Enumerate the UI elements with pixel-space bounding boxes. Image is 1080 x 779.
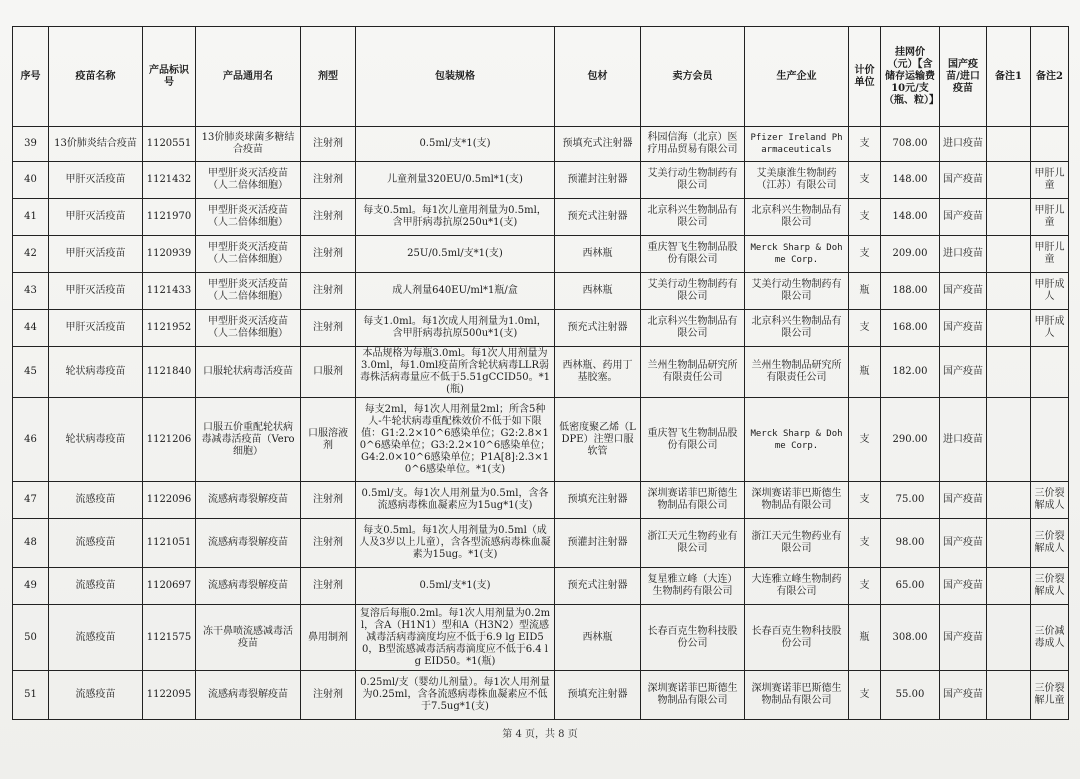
- table-row: [13, 273, 1069, 310]
- cell-vaccine-name: 流感疫苗: [49, 671, 143, 720]
- cell-vaccine-name: 流感疫苗: [49, 482, 143, 519]
- cell-seller: 北京科兴生物制品有限公司: [641, 310, 745, 347]
- cell-product-code: 1121970: [143, 199, 196, 236]
- table-row: [13, 568, 1069, 605]
- cell-unit: 支: [849, 236, 881, 273]
- cell-origin: 进口疫苗: [940, 127, 987, 162]
- table-row: [13, 482, 1069, 519]
- cell-vaccine-name: 流感疫苗: [49, 568, 143, 605]
- cell-note1: [987, 127, 1031, 162]
- cell-package-spec: 复溶后每瓶0.2ml。每1次人用剂量为0.2ml，含A（H1N1）型和A（H3N2）型流感减毒活病毒滴度均应不低于6.9 lg EID50，B型流感减毒活病毒滴度应不低于6.4 lg EID50。*1(瓶): [356, 605, 555, 671]
- cell-price: 188.00: [881, 273, 940, 310]
- cell-origin: 国产疫苗: [940, 199, 987, 236]
- cell-packaging-material: 预填充注射器: [555, 671, 641, 720]
- cell-manufacturer: 艾美行动生物制药有限公司: [745, 273, 849, 310]
- cell-generic-name: 口服轮状病毒活疫苗: [196, 347, 301, 398]
- cell-origin: 进口疫苗: [940, 236, 987, 273]
- cell-product-code: 1121206: [143, 398, 196, 482]
- cell-price: 98.00: [881, 519, 940, 568]
- cell-generic-name: 甲型肝炎灭活疫苗（人二倍体细胞）: [196, 236, 301, 273]
- cell-manufacturer: Merck Sharp & Dohme Corp.: [745, 398, 849, 482]
- cell-note2: 甲肝成人: [1031, 310, 1069, 347]
- cell-note1: [987, 310, 1031, 347]
- header-product-code: 产品标识号: [143, 27, 196, 127]
- header-origin: 国产疫苗/进口疫苗: [940, 27, 987, 127]
- cell-no: 40: [13, 162, 49, 199]
- cell-package-spec: 儿童剂量320EU/0.5ml*1(支): [356, 162, 555, 199]
- cell-no: 42: [13, 236, 49, 273]
- cell-unit: 支: [849, 568, 881, 605]
- cell-seller: 科园信海（北京）医疗用品贸易有限公司: [641, 127, 745, 162]
- cell-note1: [987, 482, 1031, 519]
- cell-note2: 三价裂解成人: [1031, 568, 1069, 605]
- cell-no: 44: [13, 310, 49, 347]
- cell-unit: 瓶: [849, 605, 881, 671]
- cell-package-spec: 每支0.5ml。每1次人用剂量为0.5ml（成人及3岁以上儿童），含各型流感病毒株血凝素为15ug。*1(支): [356, 519, 555, 568]
- cell-origin: 国产疫苗: [940, 273, 987, 310]
- cell-packaging-material: 西林瓶: [555, 236, 641, 273]
- table-row: [13, 605, 1069, 671]
- cell-note2: 甲肝儿童: [1031, 199, 1069, 236]
- cell-generic-name: 甲型肝炎灭活疫苗（人二倍体细胞）: [196, 310, 301, 347]
- cell-unit: 瓶: [849, 347, 881, 398]
- cell-manufacturer: 北京科兴生物制品有限公司: [745, 310, 849, 347]
- cell-unit: 支: [849, 162, 881, 199]
- cell-no: 51: [13, 671, 49, 720]
- cell-note1: [987, 273, 1031, 310]
- cell-packaging-material: 预充式注射器: [555, 310, 641, 347]
- cell-price: 148.00: [881, 199, 940, 236]
- cell-product-code: 1121433: [143, 273, 196, 310]
- cell-generic-name: 甲型肝炎灭活疫苗（人二倍体细胞）: [196, 273, 301, 310]
- cell-manufacturer: 兰州生物制品研究所有限责任公司: [745, 347, 849, 398]
- table-header-row: [13, 27, 1069, 127]
- cell-seller: 北京科兴生物制品有限公司: [641, 199, 745, 236]
- cell-dosage-form: 注射剂: [301, 519, 356, 568]
- cell-manufacturer: 浙江天元生物药业有限公司: [745, 519, 849, 568]
- cell-seller: 兰州生物制品研究所有限责任公司: [641, 347, 745, 398]
- header-seller: 卖方会员: [641, 27, 745, 127]
- cell-no: 45: [13, 347, 49, 398]
- cell-product-code: 1120697: [143, 568, 196, 605]
- cell-vaccine-name: 甲肝灭活疫苗: [49, 162, 143, 199]
- cell-product-code: 1121952: [143, 310, 196, 347]
- cell-origin: 进口疫苗: [940, 398, 987, 482]
- cell-unit: 支: [849, 671, 881, 720]
- cell-note2: 三价裂解成人: [1031, 482, 1069, 519]
- cell-generic-name: 流感病毒裂解疫苗: [196, 671, 301, 720]
- cell-note1: [987, 162, 1031, 199]
- page-number: 第 4 页，共 8 页: [502, 729, 578, 740]
- cell-price: 55.00: [881, 671, 940, 720]
- cell-product-code: 1121575: [143, 605, 196, 671]
- cell-package-spec: 每支2ml，每1次人用剂量2ml；所含5种人-牛轮状病毒重配株效价不低于如下限值：G1:2.2×10^6感染单位；G2:2.8×10^6感染单位；G3:2.2×10^6感染单位；G4:2.0×10^6感染单位；P1A[8]:2.3×10^6感染单位。*1(支): [356, 398, 555, 482]
- cell-note2: 三价裂解儿童: [1031, 671, 1069, 720]
- cell-no: 50: [13, 605, 49, 671]
- cell-package-spec: 0.25ml/支（婴幼儿剂量）。每1次人用剂量为0.25ml，含各流感病毒株血凝素应不低于7.5ug*1(支): [356, 671, 555, 720]
- cell-vaccine-name: 甲肝灭活疫苗: [49, 273, 143, 310]
- cell-manufacturer: 长春百克生物科技股份公司: [745, 605, 849, 671]
- cell-product-code: 1120939: [143, 236, 196, 273]
- cell-dosage-form: 注射剂: [301, 568, 356, 605]
- cell-no: 47: [13, 482, 49, 519]
- cell-vaccine-name: 流感疫苗: [49, 519, 143, 568]
- cell-price: 308.00: [881, 605, 940, 671]
- cell-dosage-form: 注射剂: [301, 162, 356, 199]
- cell-no: 49: [13, 568, 49, 605]
- cell-manufacturer: Pfizer Ireland Pharmaceuticals: [745, 127, 849, 162]
- cell-note2: 甲肝成人: [1031, 273, 1069, 310]
- cell-dosage-form: 注射剂: [301, 671, 356, 720]
- cell-dosage-form: 注射剂: [301, 273, 356, 310]
- header-package-spec: 包装规格: [356, 27, 555, 127]
- header-manufacturer: 生产企业: [745, 27, 849, 127]
- cell-product-code: 1121840: [143, 347, 196, 398]
- cell-no: 43: [13, 273, 49, 310]
- cell-dosage-form: 注射剂: [301, 127, 356, 162]
- table-row: [13, 236, 1069, 273]
- cell-price: 182.00: [881, 347, 940, 398]
- cell-note1: [987, 347, 1031, 398]
- cell-generic-name: 13价肺炎球菌多糖结合疫苗: [196, 127, 301, 162]
- cell-package-spec: 0.5ml/支*1(支): [356, 127, 555, 162]
- cell-origin: 国产疫苗: [940, 310, 987, 347]
- cell-note1: [987, 671, 1031, 720]
- cell-note2: 甲肝儿童: [1031, 162, 1069, 199]
- cell-packaging-material: 低密度聚乙烯（LDPE）注塑口服软管: [555, 398, 641, 482]
- cell-origin: 国产疫苗: [940, 519, 987, 568]
- cell-unit: 支: [849, 482, 881, 519]
- cell-vaccine-name: 流感疫苗: [49, 605, 143, 671]
- cell-note2: 三价减毒成人: [1031, 605, 1069, 671]
- cell-vaccine-name: 甲肝灭活疫苗: [49, 236, 143, 273]
- cell-seller: 重庆智飞生物制品股份有限公司: [641, 236, 745, 273]
- header-generic-name: 产品通用名: [196, 27, 301, 127]
- cell-manufacturer: 深圳赛诺菲巴斯德生物制品有限公司: [745, 482, 849, 519]
- cell-note2: 甲肝儿童: [1031, 236, 1069, 273]
- cell-package-spec: 0.5ml/支*1(支): [356, 568, 555, 605]
- cell-generic-name: 流感病毒裂解疫苗: [196, 519, 301, 568]
- cell-seller: 艾美行动生物制药有限公司: [641, 273, 745, 310]
- cell-packaging-material: 西林瓶、药用丁基胶塞。: [555, 347, 641, 398]
- cell-seller: 深圳赛诺菲巴斯德生物制品有限公司: [641, 482, 745, 519]
- cell-dosage-form: 注射剂: [301, 310, 356, 347]
- cell-dosage-form: 鼻用制剂: [301, 605, 356, 671]
- cell-manufacturer: 北京科兴生物制品有限公司: [745, 199, 849, 236]
- cell-package-spec: 成人剂量640EU/ml*1瓶/盒: [356, 273, 555, 310]
- cell-generic-name: 甲型肝炎灭活疫苗（人二倍体细胞）: [196, 199, 301, 236]
- cell-packaging-material: 西林瓶: [555, 605, 641, 671]
- cell-generic-name: 流感病毒裂解疫苗: [196, 482, 301, 519]
- cell-price: 708.00: [881, 127, 940, 162]
- cell-seller: 长春百克生物科技股份公司: [641, 605, 745, 671]
- cell-no: 41: [13, 199, 49, 236]
- table-row: [13, 127, 1069, 162]
- cell-manufacturer: Merck Sharp & Dohme Corp.: [745, 236, 849, 273]
- table-row: [13, 398, 1069, 482]
- cell-package-spec: 本品规格为每瓶3.0ml。每1次人用剂量为3.0ml，每1.0ml疫苗所含轮状病毒LLR弱毒株活病毒量应不低于5.51gCCID50。*1(瓶): [356, 347, 555, 398]
- cell-package-spec: 0.5ml/支。每1次人用剂量为0.5ml，含各流感病毒株血凝素应为15ug*1(支): [356, 482, 555, 519]
- cell-packaging-material: 预填充式注射器: [555, 127, 641, 162]
- cell-generic-name: 流感病毒裂解疫苗: [196, 568, 301, 605]
- table-row: [13, 671, 1069, 720]
- cell-dosage-form: 注射剂: [301, 236, 356, 273]
- cell-generic-name: 甲型肝炎灭活疫苗（人二倍体细胞）: [196, 162, 301, 199]
- cell-dosage-form: 注射剂: [301, 199, 356, 236]
- cell-seller: 艾美行动生物制药有限公司: [641, 162, 745, 199]
- cell-price: 148.00: [881, 162, 940, 199]
- table-row: [13, 310, 1069, 347]
- cell-generic-name: 冻干鼻喷流感减毒活疫苗: [196, 605, 301, 671]
- cell-no: 39: [13, 127, 49, 162]
- header-packaging-material: 包材: [555, 27, 641, 127]
- cell-note1: [987, 568, 1031, 605]
- cell-no: 48: [13, 519, 49, 568]
- table-row: [13, 199, 1069, 236]
- cell-unit: 瓶: [849, 273, 881, 310]
- cell-packaging-material: 预灌封注射器: [555, 162, 641, 199]
- cell-price: 65.00: [881, 568, 940, 605]
- cell-origin: 国产疫苗: [940, 162, 987, 199]
- cell-origin: 国产疫苗: [940, 671, 987, 720]
- cell-note2: [1031, 398, 1069, 482]
- cell-dosage-form: 口服溶液剂: [301, 398, 356, 482]
- cell-vaccine-name: 甲肝灭活疫苗: [49, 199, 143, 236]
- header-price: 挂网价（元）【含储存运输费10元/支（瓶、粒）】: [881, 27, 940, 127]
- cell-price: 209.00: [881, 236, 940, 273]
- cell-vaccine-name: 甲肝灭活疫苗: [49, 310, 143, 347]
- cell-unit: 支: [849, 310, 881, 347]
- cell-price: 75.00: [881, 482, 940, 519]
- cell-manufacturer: 艾美康淮生物制药（江苏）有限公司: [745, 162, 849, 199]
- cell-origin: 国产疫苗: [940, 482, 987, 519]
- cell-price: 168.00: [881, 310, 940, 347]
- table-row: [13, 347, 1069, 398]
- header-no: 序号: [13, 27, 49, 127]
- cell-vaccine-name: 轮状病毒疫苗: [49, 347, 143, 398]
- cell-unit: 支: [849, 127, 881, 162]
- cell-packaging-material: 预灌封注射器: [555, 519, 641, 568]
- cell-note2: [1031, 127, 1069, 162]
- cell-manufacturer: 大连雅立峰生物制药有限公司: [745, 568, 849, 605]
- cell-origin: 国产疫苗: [940, 605, 987, 671]
- cell-vaccine-name: 轮状病毒疫苗: [49, 398, 143, 482]
- cell-generic-name: 口服五价重配轮状病毒减毒活疫苗（Vero细胞）: [196, 398, 301, 482]
- cell-origin: 国产疫苗: [940, 568, 987, 605]
- cell-product-code: 1122095: [143, 671, 196, 720]
- cell-packaging-material: 预填充注射器: [555, 482, 641, 519]
- table-row: [13, 162, 1069, 199]
- cell-note1: [987, 605, 1031, 671]
- header-note1: 备注1: [987, 27, 1031, 127]
- table-body: [13, 127, 1069, 720]
- cell-note1: [987, 199, 1031, 236]
- cell-package-spec: 每支1.0ml。每1次成人用剂量为1.0ml，含甲肝病毒抗原500u*1(支): [356, 310, 555, 347]
- cell-seller: 复星雅立峰（大连）生物制药有限公司: [641, 568, 745, 605]
- cell-note1: [987, 519, 1031, 568]
- cell-packaging-material: 预充式注射器: [555, 568, 641, 605]
- cell-note1: [987, 398, 1031, 482]
- cell-unit: 支: [849, 398, 881, 482]
- cell-no: 46: [13, 398, 49, 482]
- cell-product-code: 1121051: [143, 519, 196, 568]
- cell-product-code: 1120551: [143, 127, 196, 162]
- cell-note2: [1031, 347, 1069, 398]
- vaccine-price-table: [12, 26, 1069, 720]
- cell-packaging-material: 预充式注射器: [555, 199, 641, 236]
- cell-vaccine-name: 13价肺炎结合疫苗: [49, 127, 143, 162]
- cell-note1: [987, 236, 1031, 273]
- cell-seller: 深圳赛诺菲巴斯德生物制品有限公司: [641, 671, 745, 720]
- cell-product-code: 1122096: [143, 482, 196, 519]
- cell-unit: 支: [849, 199, 881, 236]
- cell-package-spec: 每支0.5ml。每1次儿童用剂量为0.5ml，含甲肝病毒抗原250u*1(支): [356, 199, 555, 236]
- table-row: [13, 519, 1069, 568]
- cell-price: 290.00: [881, 398, 940, 482]
- cell-seller: 重庆智飞生物制品股份有限公司: [641, 398, 745, 482]
- cell-note2: 三价裂解成人: [1031, 519, 1069, 568]
- cell-origin: 国产疫苗: [940, 347, 987, 398]
- header-dosage-form: 剂型: [301, 27, 356, 127]
- cell-seller: 浙江天元生物药业有限公司: [641, 519, 745, 568]
- cell-product-code: 1121432: [143, 162, 196, 199]
- header-note2: 备注2: [1031, 27, 1069, 127]
- cell-manufacturer: 深圳赛诺菲巴斯德生物制品有限公司: [745, 671, 849, 720]
- header-unit: 计价单位: [849, 27, 881, 127]
- cell-dosage-form: 口服剂: [301, 347, 356, 398]
- cell-package-spec: 25U/0.5ml/支*1(支): [356, 236, 555, 273]
- cell-dosage-form: 注射剂: [301, 482, 356, 519]
- header-vaccine-name: 疫苗名称: [49, 27, 143, 127]
- cell-packaging-material: 西林瓶: [555, 273, 641, 310]
- cell-unit: 支: [849, 519, 881, 568]
